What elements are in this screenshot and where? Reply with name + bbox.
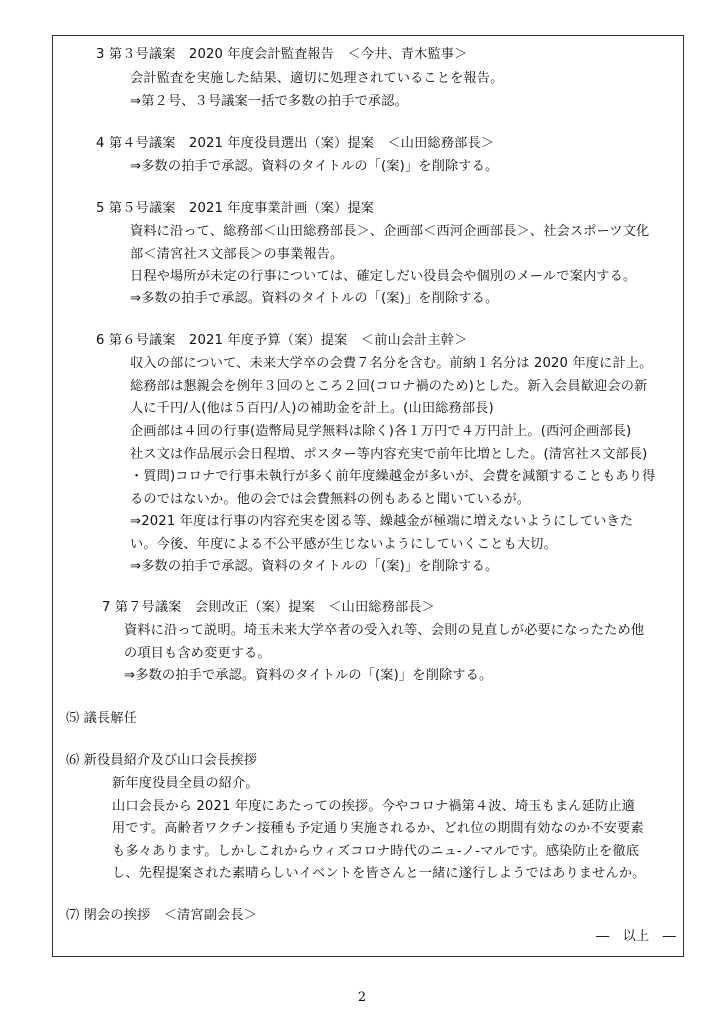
agenda-item-5-line: 資料に沿って、総務部＜山田総務部長＞、企画部＜西河企画部長＞、社会スポーツ文化 (130, 224, 650, 239)
agenda-item-6-line: い。今後、年度による不公平感が生じないようにしていくことも大切。 (130, 537, 557, 552)
agenda-item-7-line: ⇒多数の拍手で承認。資料のタイトルの「(案)」を削除する。 (124, 668, 493, 683)
agenda-item-6-line: 企画部は４回の行事(造幣局見学無料は除く)各１万円で４万円計上。(西河企画部長) (130, 424, 632, 439)
agenda-item-6-line: 収入の部について、未来大学卒の会費７名分を含む。前納１名分は 2020 年度に計上。 (130, 356, 653, 371)
agenda-item-5-line: 部＜清宮社ス文部長＞の事業報告。 (130, 247, 344, 262)
section-6-line: し、先程提案された素晴らしいイベントを皆さんと一緒に遂行しようではありませんか。 (112, 866, 646, 881)
section-5-heading: ⑸ 議長解任 (66, 711, 138, 726)
section-6-heading: ⑹ 新役員紹介及び山口会長挨拶 (66, 753, 258, 768)
section-7-heading: ⑺ 閉会の挨拶 ＜清宮副会長＞ (66, 908, 258, 923)
agenda-item-6-line: ・質問)コロナで行事未執行が多く前年度繰越金が多いが、会費を減額することもあり得 (130, 469, 656, 484)
agenda-item-5-line: 日程や場所が未定の行事については、確定しだい役員会や個別のメールで案内する。 (130, 269, 637, 284)
agenda-item-3-heading: 3 第３号議案 2020 年度会計監査報告 ＜今井、青木監事＞ (96, 47, 468, 62)
agenda-item-3-line: 会計監査を実施した結果、適切に処理されていることを報告。 (130, 71, 504, 86)
agenda-item-6-heading: 6 第６号議案 2021 年度予算（案）提案 ＜前山会計主幹＞ (96, 333, 468, 348)
section-6-line: も多々あります。しかしこれからウィズコロナ時代のニュ-ノ-マルです。感染防止を徹底 (112, 844, 640, 859)
agenda-item-6-line: 総務部は懇親会を例年３回のところ２回(コロナ禍のため)とした。新入会員歓迎会の新 (130, 379, 648, 394)
agenda-item-4-heading: 4 第４号議案 2021 年度役員選出（案）提案 ＜山田総務部長＞ (96, 136, 495, 151)
agenda-item-3-line: ⇒第２号、３号議案一括で多数の拍手で承認。 (130, 94, 408, 109)
agenda-item-6-line: ⇒2021 年度は行事の内容充実を図る等、繰越金が極端に増えないようにしていきた (130, 514, 634, 529)
agenda-item-6-line: 社ス文は作品展示会日程増、ポスター等内容充実で前年比増とした。(清宮社ス文部長) (130, 447, 648, 462)
agenda-item-7-line: の項目も含め変更する。 (124, 646, 271, 661)
agenda-item-4-line: ⇒多数の拍手で承認。資料のタイトルの「(案)」を削除する。 (130, 159, 499, 174)
agenda-item-7-line: 資料に沿って説明。埼玉未来大学卒者の受入れ等、会則の見直しが必要になったため他 (124, 623, 645, 638)
closing-mark: ― 以上 ― (596, 929, 677, 944)
agenda-item-6-line: るのではないか。他の会では会費無料の例もあると聞いているが。 (130, 492, 531, 507)
agenda-item-5-heading: 5 第５号議案 2021 年度事業計画（案）提案 (96, 201, 375, 216)
section-6-line: 山口会長から 2021 年度にあたっての挨拶。今やコロナ禍第４波、埼玉もまん延防止適 (112, 799, 635, 814)
agenda-item-6-line: 人に千円/人(他は５百円/人)の補助金を計上。(山田総務部長) (130, 401, 494, 416)
agenda-item-7-heading: 7 第７号議案 会則改正（案）提案 ＜山田総務部長＞ (102, 600, 435, 615)
section-6-line: 用です。高齢者ワクチン接種も予定通り実施されるか、どれ位の期間有効なのか不安要素 (112, 821, 644, 836)
section-6-line: 新年度役員全員の紹介。 (112, 776, 259, 791)
agenda-item-5-line: ⇒多数の拍手で承認。資料のタイトルの「(案)」を削除する。 (130, 291, 499, 306)
page-number: 2 (357, 990, 367, 1005)
agenda-item-6-line: ⇒多数の拍手で承認。資料のタイトルの「(案)」を削除する。 (130, 559, 499, 574)
